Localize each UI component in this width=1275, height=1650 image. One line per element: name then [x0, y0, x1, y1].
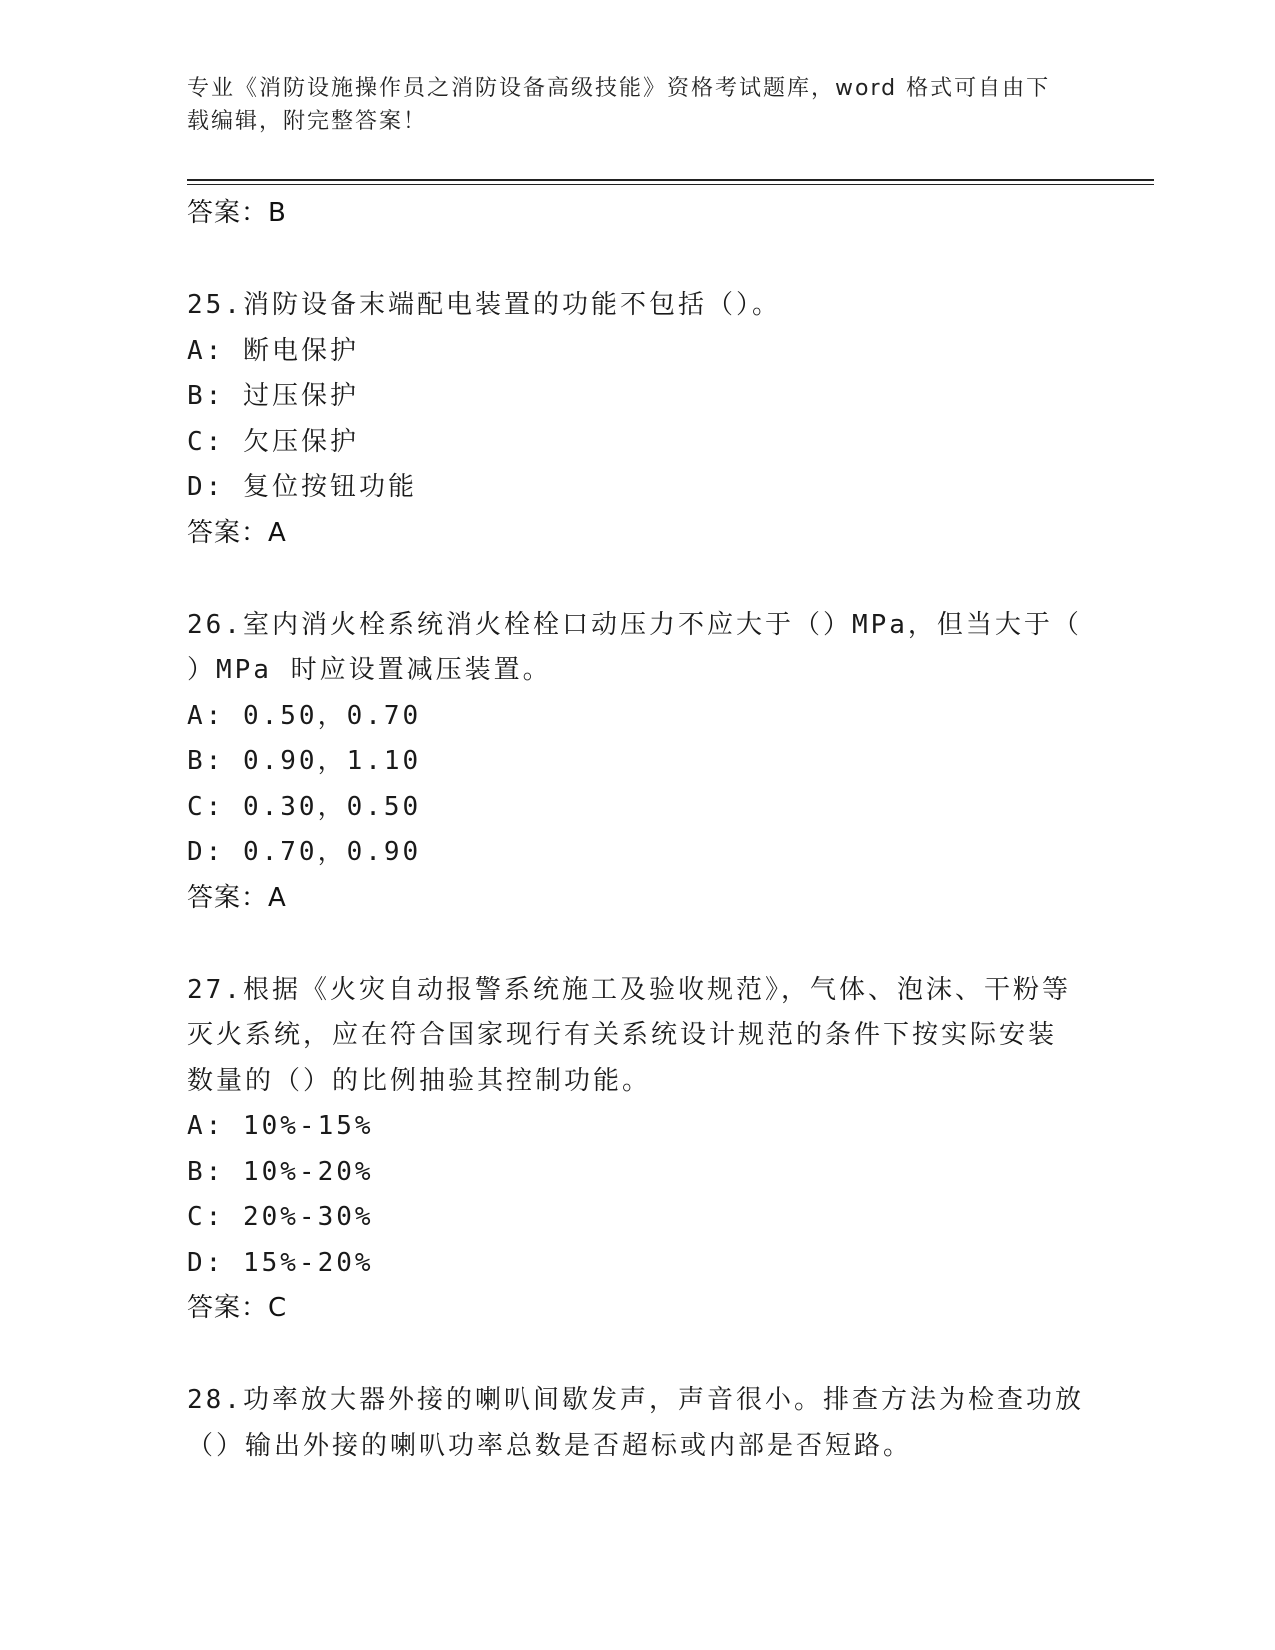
header-line-2: 载编辑，附完整答案！	[187, 109, 428, 134]
option-b: B: 10%-20%	[187, 1156, 374, 1187]
option-d: D: 复位按钮功能	[187, 472, 417, 502]
question-25	[187, 283, 1087, 556]
option-c: C: 0.30，0.50	[187, 791, 422, 822]
option-a: A: 0.50，0.70	[187, 700, 422, 731]
answer-line: 答案：B	[187, 198, 287, 228]
question-28	[187, 1378, 1087, 1469]
spacer	[187, 1331, 1087, 1378]
option-d: D: 15%-20%	[187, 1247, 374, 1278]
answer-line: 答案：A	[187, 882, 287, 913]
question-stem: （）输出外接的喇叭功率总数是否超标或内部是否短路。	[187, 1430, 913, 1461]
option-a: A: 10%-15%	[187, 1111, 374, 1141]
option-d: D: 0.70，0.90	[187, 837, 422, 867]
option-c: C: 欠压保护	[187, 426, 359, 457]
question-26	[187, 603, 1087, 921]
option-a: A: 断电保护	[187, 335, 359, 366]
answer-line: 答案：C	[187, 1293, 288, 1323]
header-line-1: 专业《消防设施操作员之消防设备高级技能》资格考试题库，word 格式可自由下	[187, 76, 1051, 101]
option-b: B: 0.90，1.10	[187, 746, 422, 776]
spacer	[187, 921, 1087, 968]
question-list	[187, 191, 1087, 1469]
question-stem: 灭火系统，应在符合国家现行有关系统设计规范的条件下按实际安装	[187, 1020, 1058, 1050]
option-c: C: 20%-30%	[187, 1202, 374, 1232]
header-rule-thick	[187, 179, 1154, 181]
spacer	[187, 556, 1087, 603]
question-stem: 25.消防设备末端配电装置的功能不包括（）。	[187, 290, 781, 320]
spacer	[187, 236, 1087, 283]
question-27	[187, 968, 1087, 1332]
header-rule-thin	[187, 184, 1154, 185]
question-stem: ）MPa 时应设置减压装置。	[187, 655, 552, 685]
question-stem: 26.室内消火栓系统消火栓栓口动压力不应大于（）MPa，但当大于（	[187, 609, 1082, 640]
document-header	[187, 72, 1067, 138]
question-stem: 数量的（）的比例抽验其控制功能。	[187, 1065, 652, 1096]
answer-line: 答案：A	[187, 517, 287, 548]
question-stem: 27.根据《火灾自动报警系统施工及验收规范》，气体、泡沫、干粉等	[187, 974, 1071, 1005]
question-stem: 28.功率放大器外接的喇叭间歇发声，声音很小。排查方法为检查功放	[187, 1385, 1084, 1415]
option-b: B: 过压保护	[187, 381, 359, 411]
